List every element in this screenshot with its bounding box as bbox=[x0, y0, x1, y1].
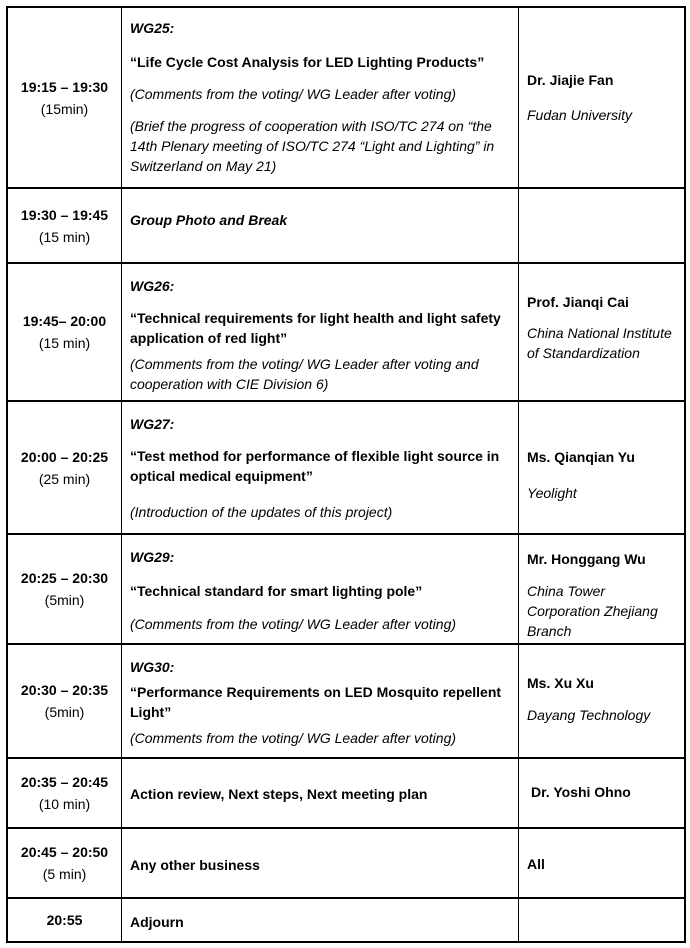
time-range: 20:25 – 20:30 bbox=[20, 570, 109, 586]
presenter-name: Ms. Xu Xu bbox=[527, 675, 594, 691]
time-cell bbox=[8, 8, 122, 187]
agenda-row-action-review bbox=[8, 759, 684, 829]
update-note: (Introduction of the updates of this project) bbox=[130, 504, 393, 520]
wg-label: WG27: bbox=[130, 416, 175, 432]
time-range: 19:15 – 19:30 bbox=[20, 78, 109, 95]
agenda-row-wg25 bbox=[8, 8, 684, 189]
agenda-item: Adjourn bbox=[130, 914, 184, 930]
voting-note: (Comments from the voting/ WG Leader after voting) bbox=[130, 616, 457, 632]
wg-label: WG30: bbox=[130, 659, 175, 675]
duration: (25 min) bbox=[38, 470, 91, 487]
topic-cell bbox=[122, 402, 519, 533]
cooperation-note: (Brief the progress of cooperation with ISO/TC 274 on “the 14th Plenary meeting of ISO/TC 274 “Light and Lighting” in Switzerland on May 21) bbox=[130, 118, 495, 174]
time-cell bbox=[8, 535, 122, 643]
time-range: 20:00 – 20:25 bbox=[20, 448, 109, 465]
presenter-cell bbox=[519, 535, 684, 643]
presenter-affiliation: China Tower Corporation Zhejiang Branch bbox=[527, 583, 658, 639]
project-title: “Technical requirements for light health and light safety application of red light” bbox=[130, 310, 501, 346]
time-range: 20:55 bbox=[46, 912, 83, 928]
presenter-cell bbox=[519, 8, 684, 187]
agenda-row-adjourn bbox=[8, 899, 684, 941]
time-cell bbox=[8, 829, 122, 897]
presenter-name: All bbox=[527, 856, 545, 872]
agenda-row-break bbox=[8, 189, 684, 264]
wg-label: WG29: bbox=[130, 549, 175, 565]
agenda-table bbox=[6, 6, 686, 943]
topic-cell bbox=[122, 759, 519, 827]
duration: (15 min) bbox=[38, 335, 91, 351]
presenter-cell bbox=[519, 829, 684, 897]
time-cell bbox=[8, 759, 122, 827]
agenda-row-wg26 bbox=[8, 264, 684, 402]
duration: (15min) bbox=[40, 100, 89, 117]
duration: (5 min) bbox=[42, 866, 87, 882]
topic-cell bbox=[122, 899, 519, 941]
topic-cell bbox=[122, 829, 519, 897]
project-title: “Test method for performance of flexible light source in optical medical equipment” bbox=[130, 448, 500, 484]
presenter-affiliation: Fudan University bbox=[527, 107, 633, 123]
voting-note: (Comments from the voting/ WG Leader after voting and cooperation with CIE Division 6) bbox=[130, 356, 479, 392]
time-cell bbox=[8, 645, 122, 757]
topic-cell bbox=[122, 8, 519, 187]
project-title: “Technical standard for smart lighting pole” bbox=[130, 583, 423, 599]
presenter-cell bbox=[519, 189, 684, 262]
project-title: “Life Cycle Cost Analysis for LED Lighting Products” bbox=[130, 54, 485, 70]
agenda-item: Action review, Next steps, Next meeting plan bbox=[130, 786, 428, 802]
time-cell bbox=[8, 402, 122, 533]
topic-cell bbox=[122, 645, 519, 757]
time-range: 20:30 – 20:35 bbox=[20, 682, 109, 698]
presenter-affiliation: China National Institute of Standardization bbox=[527, 325, 672, 361]
wg-label: WG25: bbox=[130, 20, 175, 36]
presenter-name: Dr. Jiajie Fan bbox=[527, 72, 614, 88]
presenter-affiliation: Dayang Technology bbox=[527, 707, 651, 723]
agenda-item: Any other business bbox=[130, 857, 260, 873]
presenter-cell bbox=[519, 402, 684, 533]
presenter-name: Mr. Honggang Wu bbox=[527, 551, 646, 567]
agenda-row-aob bbox=[8, 829, 684, 899]
voting-note: (Comments from the voting/ WG Leader after voting) bbox=[130, 86, 457, 102]
time-cell bbox=[8, 189, 122, 262]
topic-cell bbox=[122, 189, 519, 262]
time-cell bbox=[8, 899, 122, 941]
agenda-row-wg27 bbox=[8, 402, 684, 535]
time-range: 20:35 – 20:45 bbox=[20, 774, 109, 790]
presenter-affiliation: Yeolight bbox=[527, 485, 577, 501]
presenter-cell bbox=[519, 899, 684, 941]
duration: (5min) bbox=[44, 704, 85, 720]
time-range: 20:45 – 20:50 bbox=[20, 844, 109, 860]
presenter-cell bbox=[519, 264, 684, 400]
presenter-name: Prof. Jianqi Cai bbox=[527, 294, 629, 310]
project-title: “Performance Requirements on LED Mosquito repellent Light” bbox=[130, 684, 502, 720]
time-cell bbox=[8, 264, 122, 400]
presenter-cell bbox=[519, 759, 684, 827]
time-range: 19:45– 20:00 bbox=[22, 313, 107, 329]
presenter-name: Dr. Yoshi Ohno bbox=[531, 784, 631, 800]
agenda-row-wg30 bbox=[8, 645, 684, 759]
wg-label: WG26: bbox=[130, 278, 175, 294]
presenter-name: Ms. Qianqian Yu bbox=[527, 449, 635, 465]
time-range: 19:30 – 19:45 bbox=[20, 206, 109, 223]
duration: (15 min) bbox=[38, 228, 91, 245]
duration: (10 min) bbox=[38, 796, 91, 812]
presenter-cell bbox=[519, 645, 684, 757]
voting-note: (Comments from the voting/ WG Leader after voting) bbox=[130, 730, 457, 746]
agenda-row-wg29 bbox=[8, 535, 684, 645]
agenda-item: Group Photo and Break bbox=[130, 212, 288, 228]
topic-cell bbox=[122, 264, 519, 400]
topic-cell bbox=[122, 535, 519, 643]
duration: (5min) bbox=[44, 592, 85, 608]
